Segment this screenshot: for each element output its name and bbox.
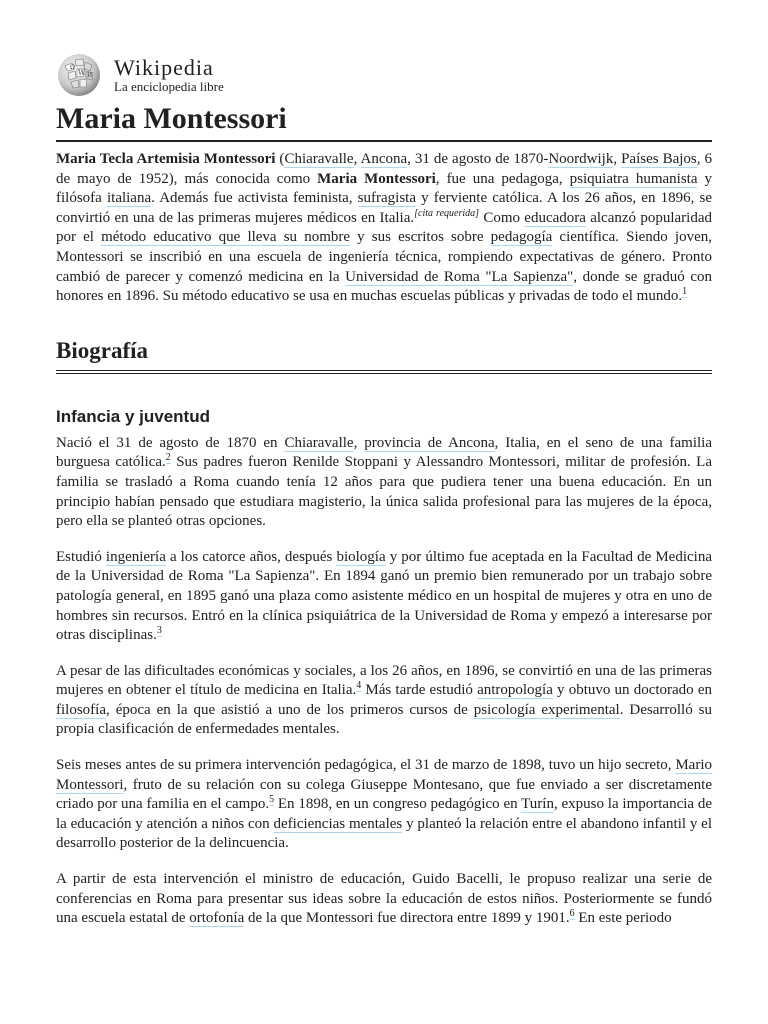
link-pedagogia[interactable]: pedagogía [490,229,553,246]
bold-full-name: Maria Tecla Artemisia Montessori [56,151,276,167]
paragraph-estudios: Estudió ingeniería a los catorce años, después biología y por último fue aceptada en la Facultad de Medicina de la Universidad de Roma "La Sapienza". En 1894 ganó un premio bien remunerado por un trabajo sobre patología general, en 1895 ganó una plaza como asistente médico en un hospital de mujeres y otra en uno de hombres sin recursos. Entró en la clínica psiquiátrica de la Universidad de Roma y empezó a interesarse por otras disciplinas.$^3$ [56,548,712,644]
site-name: Wikipedia [114,54,214,80]
link-mario-montessori[interactable]: Mario Montessori [56,757,712,793]
link-educadora[interactable]: educadora [524,209,586,226]
svg-text:Ω: Ω [70,64,75,71]
link-sufragista[interactable]: sufragista [357,190,416,207]
link-ingenieria[interactable]: ingeniería [105,548,166,565]
link-antropologia[interactable]: antropología [477,682,553,699]
ref-2[interactable]: 2 [165,452,171,464]
ref-4[interactable]: 4 [356,680,362,692]
paragraph-nacimiento: Nació el 31 de agosto de 1870 en Chiaravalle, provincia de Ancona, Italia, en el seno de una familia burguesa católica.$^2$ Sus padres fueron Renilde Stoppani y Alessandro Montessori, militar de profesión. La familia se trasladó a Roma cuando tenía 12 años para que pudiera tener una buena educación. En un principio habían pensado que estudiara magisterio, la única salida profesional para las mujeres de la época, pero ella se planteó otras opciones. [56,434,713,530]
link-filosofia[interactable]: filosofía [56,701,106,718]
link-paises-bajos[interactable]: Países Bajos [621,151,697,167]
svg-text:W: W [78,69,86,77]
ref-1[interactable]: 1 [682,286,688,298]
site-tagline: La enciclopedia libre [114,78,224,94]
bold-short-name: Maria Montessori [317,170,436,187]
ref-5[interactable]: 5 [269,794,275,806]
link-turin[interactable]: Turín [521,796,554,813]
link-ancona[interactable]: Ancona [360,151,408,167]
link-metodo-montessori[interactable]: método educativo que lleva su nombre [101,229,351,246]
section-heading-biografia: Biografía [56,337,712,374]
link-noordwijk[interactable]: Noordwijk [548,151,614,167]
site-logo[interactable] [56,52,712,98]
link-psicologia-experimental[interactable]: psicología experimental [473,701,620,718]
article-page [56,0,712,929]
intro-paragraph: Maria Tecla Artemisia Montessori (Chiaravalle, Ancona, 31 de agosto de 1870-Noordwijk, Países Bajos, 6 de mayo de 1952), más conocida como Maria Montessori, fue una pedagoga, psiquiatra humanista y filósofa italiana. Además fue activista feminista, sufragista y ferviente católica. A los 26 años, en 1896, se convirtió en una de las primeras mujeres médicos en Italia.[cita requerida] Como educadora alcanzó popularidad por el método educativo que lleva su nombre y sus escritos sobre pedagogía científica. Siendo joven, Montessori se inscribió en una escuela de ingeniería técnica, rompiendo expectativas de género. Pronto cambió de parecer y comenzó medicina en la Universidad de Roma "La Sapienza", donde se graduó con honores en 1896. Su método educativo se usa en muchas escuelas públicas y privadas de todo el mundo.$^1$ [56,151,713,305]
page-title: Maria Montessori [56,102,712,142]
link-biologia[interactable]: biología [336,548,386,565]
wikipedia-globe-icon [56,52,102,98]
subsection-heading-infancia: Infancia y juventud [56,406,210,426]
link-chiaravalle[interactable]: Chiaravalle [284,151,354,167]
wordmark [114,54,224,94]
ref-3[interactable]: 3 [156,625,162,637]
paragraph-conferencias: A partir de esta intervención el ministro de educación, Guido Bacelli, le propuso realizar una serie de conferencias en Roma para presentar sus ideas sobre la educación de estos niños. Posteriormente se fundó una escuela estatal de ortofonía de la que Montessori fue directora entre 1899 y 1901.$^6$ En este periodo [56,871,712,927]
paragraph-hijo: Seis meses antes de su primera intervención pedagógica, el 31 de marzo de 1898, tuvo un hijo secreto, Mario Montessori, fruto de su relación con su colega Giuseppe Montesano, que fue enviado a ser discretamente criado por una familia en el campo.$^5$ En 1898, en un congreso pedagógico en Turín, expuso la importancia de la educación y atención a niños con deficiencias mentales y planteó la relación entre el abandono infantil y el desarrollo posterior de la delincuencia. [56,757,713,852]
ref-6[interactable]: 6 [569,908,575,920]
link-psiquiatra-humanista[interactable]: psiquiatra humanista [569,170,698,187]
link-italiana[interactable]: italiana [106,190,152,207]
paragraph-medicina: A pesar de las dificultades económicas y sociales, a los 26 años, en 1896, se convirtió en una de las primeras mujeres en obtener el título de medicina en Italia.$^4$ Más tarde estudió antropología y obtuvo un doctorado en filosofía, época en la que asistió a uno de los primeros cursos de psicología experimental. Desarrolló su propia clasificación de enfermedades mentales. [56,662,713,738]
link-deficiencias-mentales[interactable]: deficiencias mentales [273,815,403,832]
link-ortofonia[interactable]: ortofonía [189,910,245,927]
citation-needed[interactable]: [cita requerida] [414,207,480,219]
link-chiaravalle-2[interactable]: Chiaravalle [284,434,354,451]
link-provincia-ancona[interactable]: provincia de Ancona [364,434,495,451]
svg-text:И: И [87,72,93,79]
link-universidad-roma[interactable]: Universidad de Roma "La Sapienza" [345,268,574,285]
